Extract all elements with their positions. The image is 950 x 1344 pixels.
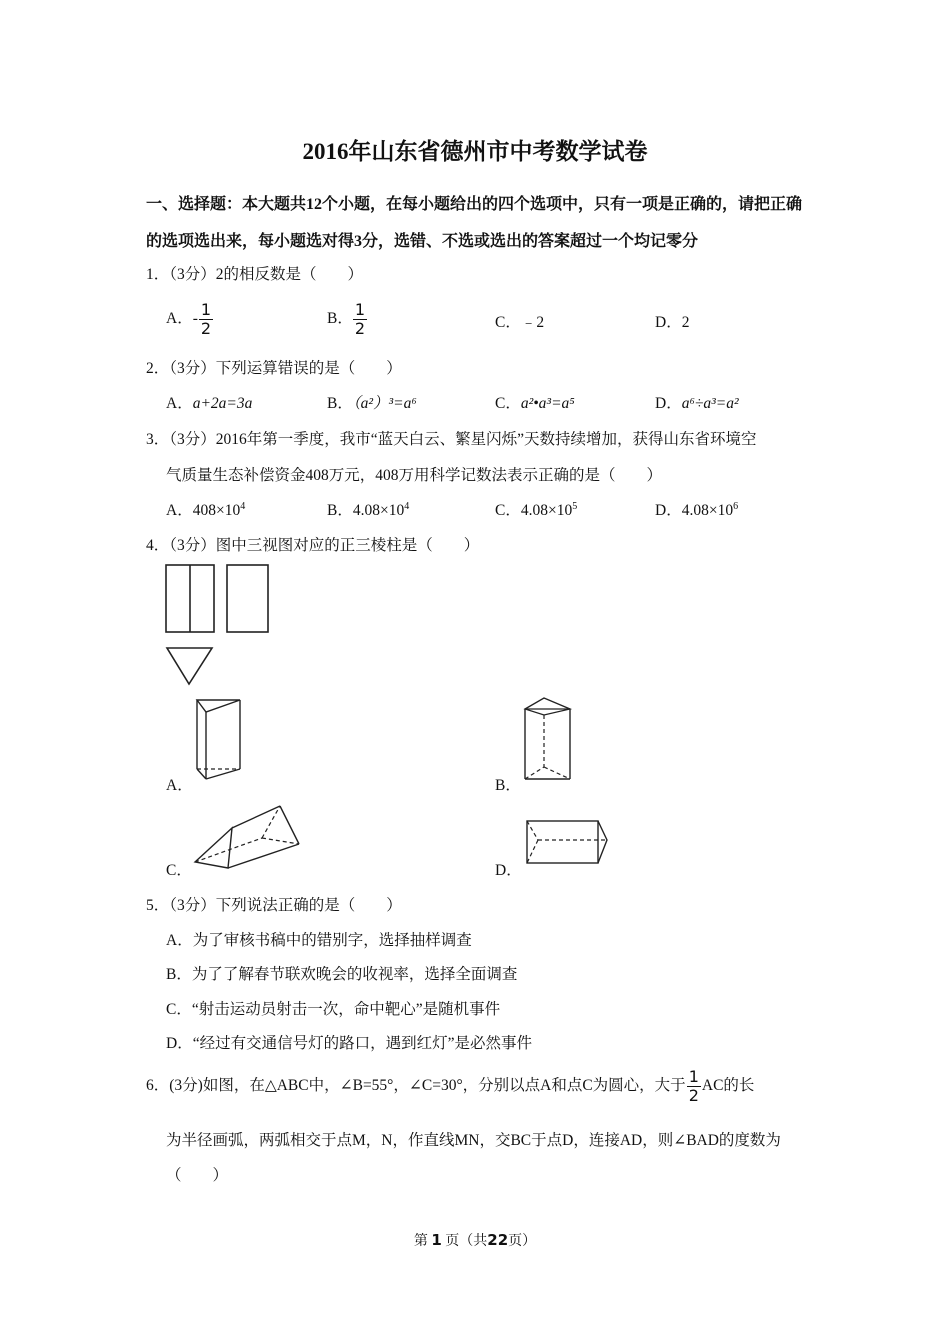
q2-option-d: D．a⁶÷a³=a² [655,395,739,412]
q6-stem-line2: 为半径画弧，两弧相交于点M，N，作直线MN，交BC于点D，连接AD，则∠BAD的度数为 [166,1132,781,1149]
q1-option-b: B． $\frac{1}{2}$ [327,300,366,338]
q6-stem-line3: （ ） [166,1167,229,1184]
q1-option-d: D．2 [655,314,690,331]
q2-option-a: A．a+2a=3a [166,395,253,412]
prism-option-c [192,804,304,868]
q3-option-c: C．$4.08\times 10^5$ [495,500,578,519]
q1-option-c: C．﹣2 [495,314,545,331]
q3-option-b: B．$4.08\times 10^4$ [327,500,410,519]
q3-option-a: A．$408\times 10^4$ [166,500,246,519]
q4-option-c-label: C． [166,862,192,879]
q6-stem-line1: 6．(3分)如图，在△ABC中，∠B=55°，∠C=30°，分别以点A和点C为圆心，大于 $\frac{1}{2}$ AC的长 [146,1067,755,1105]
q3-stem-line1: 3．（3分）2016年第一季度，我市“蓝天白云、繁星闪烁”天数持续增加，获得山东省环境空 [146,431,757,448]
prism-option-b [522,695,577,785]
three-view-figure [160,562,275,692]
q5-stem: 5．（3分）下列说法正确的是（ ） [146,897,402,914]
q2-stem: 2．（3分）下列运算错误的是（ ） [146,360,402,377]
q5-option-d: D．“经过有交通信号灯的路口，遇到红灯”是必然事件 [166,1035,532,1052]
q5-option-c: C．“射击运动员射击一次，命中靶心”是随机事件 [166,1001,501,1018]
q5-option-b: B．为了了解春节联欢晚会的收视率，选择全面调查 [166,966,518,983]
q4-option-b-label: B． [495,777,521,794]
q1-option-a: A．- $\frac{1}{2}$ [166,300,212,338]
q4-option-a-label: A． [166,777,193,794]
prism-option-d [524,818,614,868]
footer-page-number: 1 [431,1231,442,1249]
footer-total-pages: 22 [487,1231,509,1249]
q3-stem-line2: 气质量生态补偿资金408万元，408万用科学记数法表示正确的是（ ） [166,467,663,484]
section-instructions-line1: 一、选择题：本大题共12个小题，在每小题给出的四个选项中，只有一项是正确的，请把正确 [146,196,803,213]
page-footer: 第 1 页（共22页） [413,1231,537,1249]
prism-option-a [192,697,252,783]
q2-option-c: C．a²•a³=a⁵ [495,395,575,412]
q4-stem: 4．（3分）图中三视图对应的正三棱柱是（ ） [146,537,480,554]
section-instructions-line2: 的选项选出来，每小题选对得3分，选错、不选或选出的答案超过一个均记零分 [146,233,699,250]
page-title: 2016年山东省德州市中考数学试卷 [302,139,648,164]
q3-option-d: D．$4.08\times 10^6$ [655,500,739,519]
q1-stem: 1．（3分）2的相反数是（ ） [146,266,364,283]
q5-option-a: A．为了审核书稿中的错别字，选择抽样调查 [166,932,472,949]
q4-option-d-label: D． [495,862,522,879]
q2-option-b: B．（a²）³=a⁶ [327,395,417,412]
